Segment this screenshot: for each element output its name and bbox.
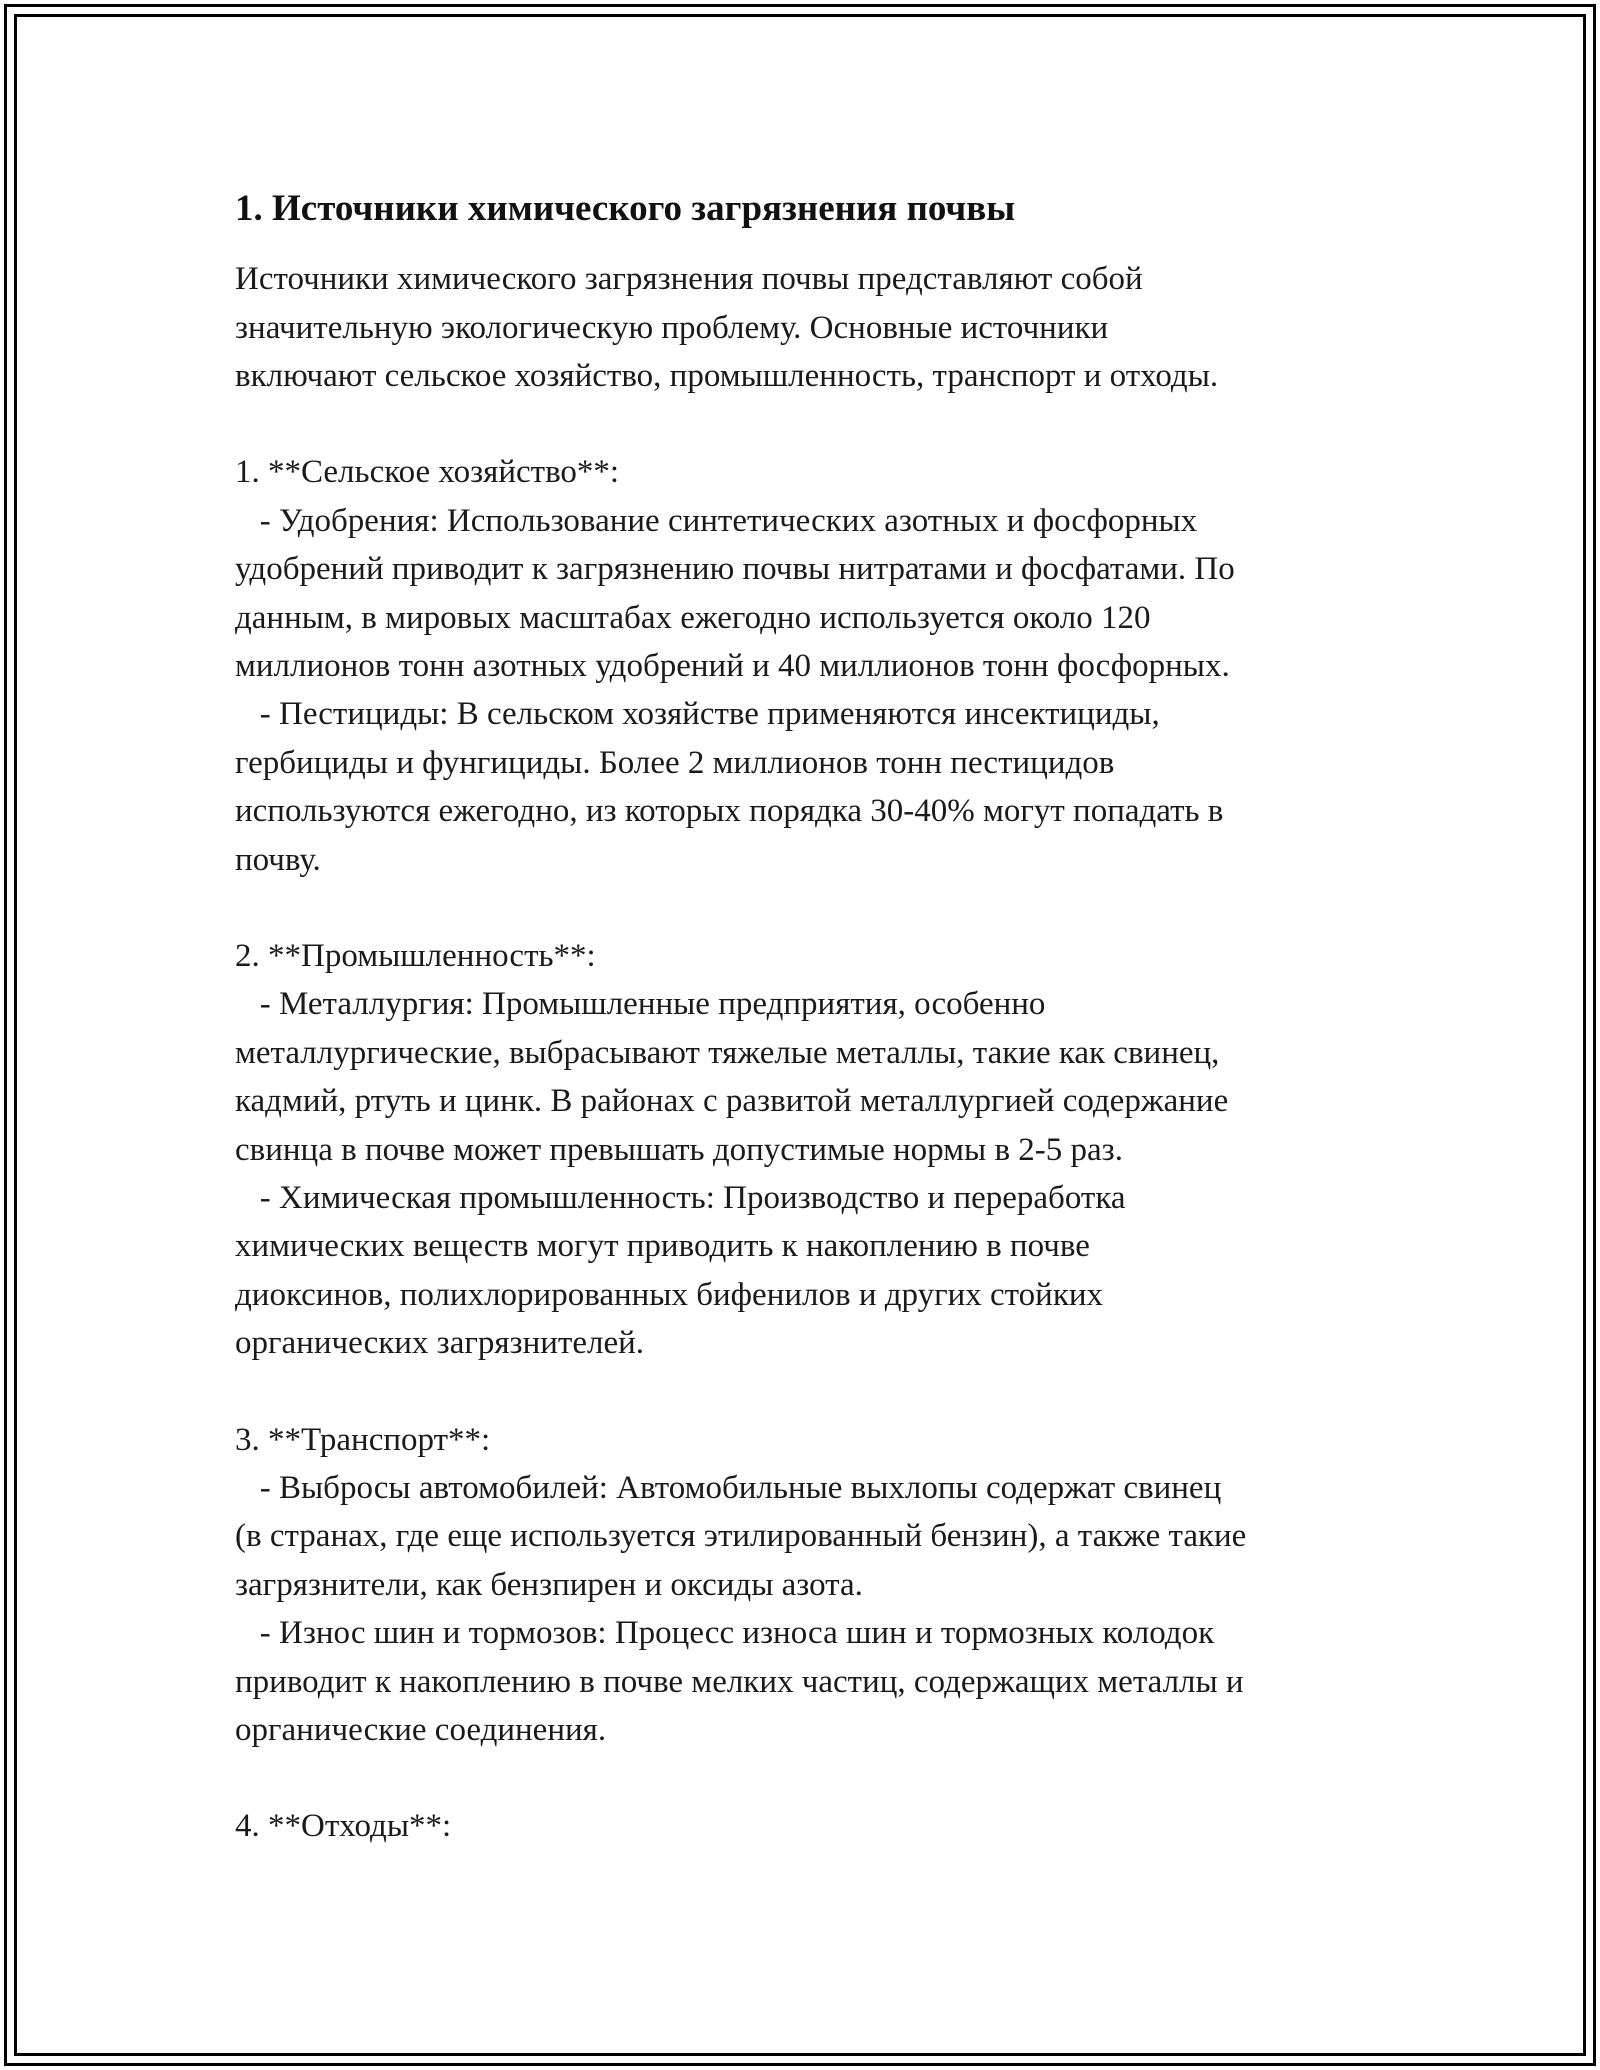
document-page — [235, 185, 1385, 1851]
section-title: 4. **Отходы**: — [235, 1808, 452, 1845]
list-item: - Удобрения: Использование синтетических азотных и фосфорных удобрений приводит к загрязнению почвы нитратами и фосфатами. По данным, в мировых масштабах ежегодно используется около 120 миллионов тонн азотных удобрений и 40 миллионов тонн фосфорных. — [235, 502, 1235, 684]
section-title: 2. **Промышленность**: — [235, 937, 596, 974]
paragraph-gap — [235, 884, 1385, 932]
paragraph-gap — [235, 1368, 1385, 1416]
list-item: - Выбросы автомобилей: Автомобильные выхлопы содержат свинец (в странах, где еще используется этилированный бензин), а также такие загрязнители, как бензпирен и оксиды азота. — [235, 1470, 1247, 1603]
list-item: - Износ шин и тормозов: Процесс износа шин и тормозных колодок приводит к накоплению в почве мелких частиц, содержащих металлы и органические соединения. — [235, 1615, 1244, 1749]
paragraph-gap — [235, 400, 1385, 448]
list-item: - Металлургия: Промышленные предприятия, особенно металлургические, выбрасывают тяжелые металлы, такие как свинец, кадмий, ртуть и цинк. В районах с развитой металлургией содержание свинца в почве может превышать допустимые нормы в 2-5 раз. — [235, 986, 1229, 1168]
list-item: - Пестициды: В сельском хозяйстве применяются инсектициды, гербициды и фунгициды. Более 2 миллионов тонн пестицидов используются ежегодно, из которых порядка 30-40% могут попадать в почву. — [235, 696, 1224, 878]
section-transport — [235, 1416, 1385, 1755]
section-agriculture — [235, 448, 1385, 884]
section-heading: 1. Источники химического загрязнения почвы — [235, 188, 1016, 229]
intro-paragraph: Источники химического загрязнения почвы представляют собой значительную экологическую проблему. Основные источники включают сельское хозяйство, промышленность, транспорт и отходы. — [235, 261, 1219, 394]
section-waste — [235, 1802, 1385, 1850]
section-industry — [235, 932, 1385, 1368]
list-item: - Химическая промышленность: Производство и переработка химических веществ могут приводить к накоплению в почве диоксинов, полихлорированных бифенилов и других стойких органических загрязнителей. — [235, 1180, 1126, 1362]
section-title: 3. **Транспорт**: — [235, 1421, 491, 1458]
paragraph-gap — [235, 1754, 1385, 1802]
section-title: 1. **Сельское хозяйство**: — [235, 454, 620, 491]
